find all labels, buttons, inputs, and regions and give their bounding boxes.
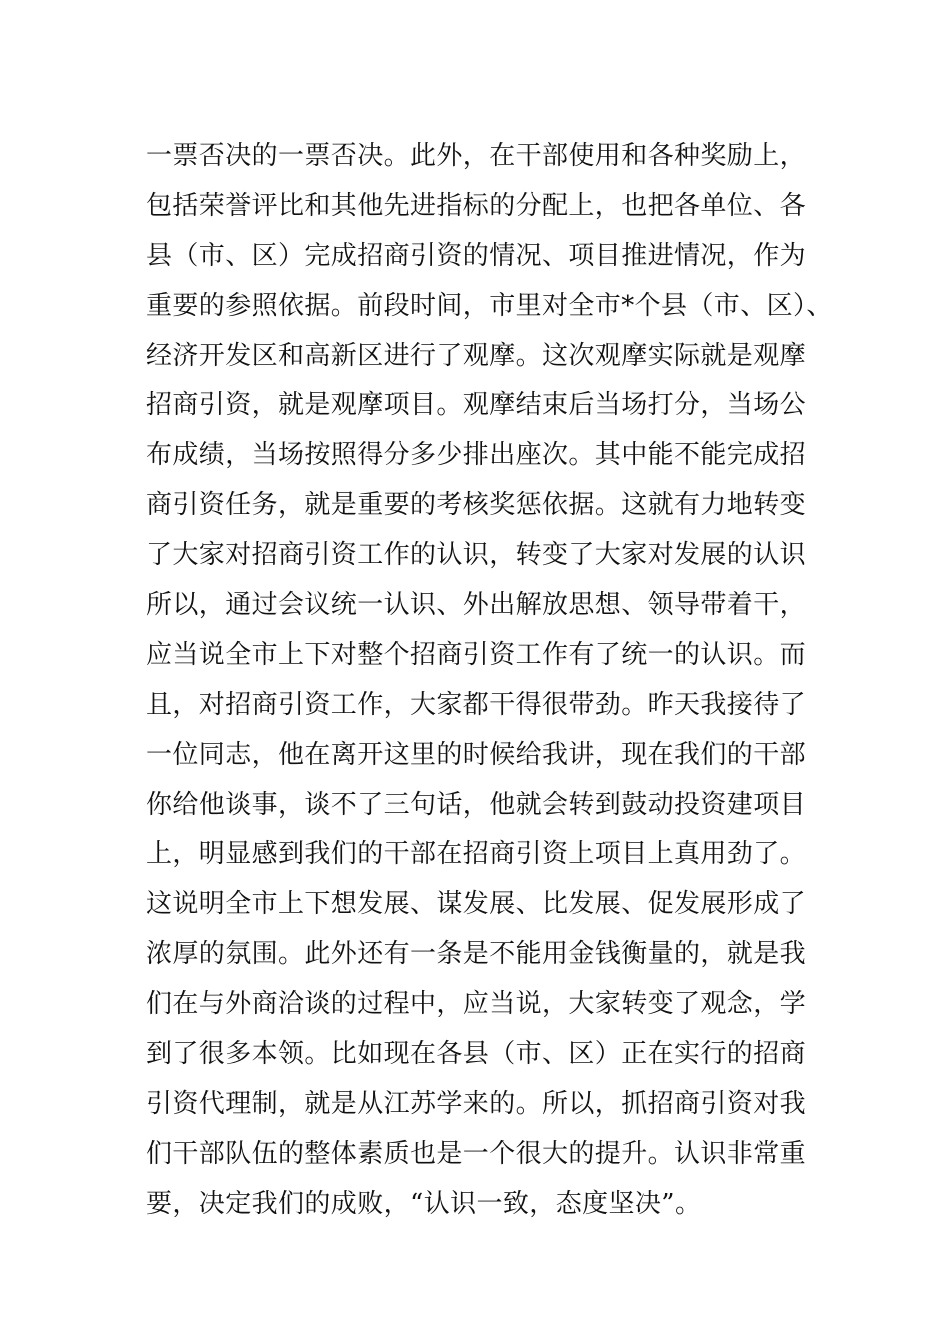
text-line: 包括荣誉评比和其他先进指标的分配上，也把各单位、各 <box>146 190 807 221</box>
text-line: 县（市、区）完成招商引资的情况、项目推进情况，作为 <box>146 240 807 271</box>
text-line: 要，决定我们的成败，“认识一致，态度坚决”。 <box>146 1188 702 1219</box>
text-line: 布成绩，当场按照得分多少排出座次。其中能不能完成招 <box>146 440 807 471</box>
text-line: 引资代理制，就是从江苏学来的。所以，抓招商引资对我 <box>146 1088 807 1119</box>
text-line: 一位同志，他在离开这里的时候给我讲，现在我们的干部 <box>146 739 807 770</box>
text-line: 浓厚的氛围。此外还有一条是不能用金钱衡量的，就是我 <box>146 939 807 970</box>
text-line: 你给他谈事，谈不了三句话，他就会转到鼓动投资建项目 <box>146 789 807 820</box>
text-line: 商引资任务，就是重要的考核奖惩依据。这就有力地转变 <box>146 490 807 521</box>
body-text <box>146 132 846 1230</box>
text-line: 到了很多本领。比如现在各县（市、区）正在实行的招商 <box>146 1039 807 1070</box>
text-line: 应当说全市上下对整个招商引资工作有了统一的认识。而 <box>146 639 807 670</box>
text-line: 经济开发区和高新区进行了观摩。这次观摩实际就是观摩 <box>146 340 807 371</box>
text-line: 所以，通过会议统一认识、外出解放思想、领导带着干， <box>146 590 807 621</box>
text-line: 们在与外商洽谈的过程中，应当说，大家转变了观念，学 <box>146 989 807 1020</box>
text-line: 们干部队伍的整体素质也是一个很大的提升。认识非常重 <box>146 1138 807 1169</box>
text-line: 上，明显感到我们的干部在招商引资上项目上真用劲了。 <box>146 839 807 870</box>
text-line: 重要的参照依据。前段时间，市里对全市*个县（市、区）、 <box>146 290 833 321</box>
text-line: 一票否决的一票否决。此外，在干部使用和各种奖励上， <box>146 141 807 171</box>
text-line: 了大家对招商引资工作的认识，转变了大家对发展的认识 <box>146 540 807 571</box>
text-line: 且，对招商引资工作，大家都干得很带劲。昨天我接待了 <box>146 689 807 720</box>
text-line: 这说明全市上下想发展、谋发展、比发展、促发展形成了 <box>146 889 807 920</box>
text-line: 招商引资，就是观摩项目。观摩结束后当场打分，当场公 <box>146 390 807 421</box>
